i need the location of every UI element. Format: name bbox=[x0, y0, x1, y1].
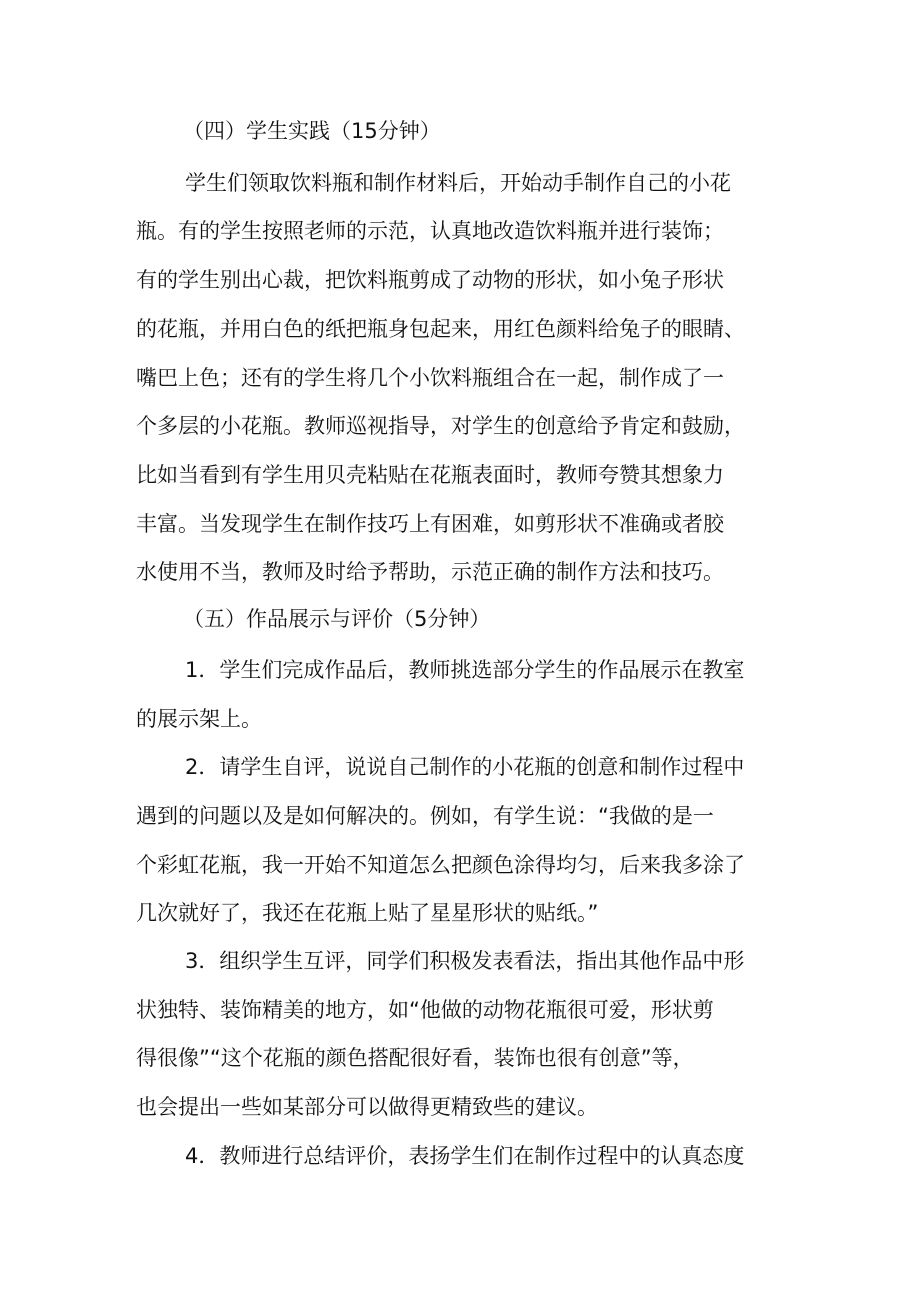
paragraph-line: 个多层的小花瓶。教师巡视指导，对学生的创意给予肯定和鼓励， bbox=[136, 414, 745, 438]
list-item-line: 遇到的问题以及是如何解决的。例如，有学生说：“我做的是一 bbox=[136, 804, 714, 828]
list-item-line: 也会提出一些如某部分可以做得更精致些的建议。 bbox=[136, 1095, 598, 1119]
list-item-line: 状独特、装饰精美的地方，如“他做的动物花瓶很可爱，形状剪 bbox=[136, 998, 714, 1022]
list-item-line: 得很像”“这个花瓶的颜色搭配很好看，装饰也很有创意”等， bbox=[136, 1046, 694, 1070]
list-item-line: 3．组织学生互评，同学们积极发表看法，指出其他作品中形 bbox=[185, 949, 745, 973]
paragraph-line: 瓶。有的学生按照老师的示范，认真地改造饮料瓶并进行装饰； bbox=[136, 219, 724, 243]
section-heading-showcase: （五）作品展示与评价（5分钟） bbox=[183, 607, 491, 631]
list-item-line: 1．学生们完成作品后，教师挑选部分学生的作品展示在教室 bbox=[185, 658, 745, 682]
paragraph-line: 学生们领取饮料瓶和制作材料后，开始动手制作自己的小花 bbox=[185, 171, 731, 195]
paragraph-line: 水使用不当，教师及时给予帮助，示范正确的制作方法和技巧。 bbox=[136, 560, 724, 584]
paragraph-line: 比如当看到有学生用贝壳粘贴在花瓶表面时，教师夸赞其想象力 bbox=[136, 463, 724, 487]
paragraph-line: 嘴巴上色；还有的学生将几个小饮料瓶组合在一起，制作成了一 bbox=[136, 366, 724, 390]
paragraph-line: 丰富。当发现学生在制作技巧上有困难，如剪形状不准确或者胶 bbox=[136, 512, 724, 536]
list-item-line: 个彩虹花瓶，我一开始不知道怎么把颜色涂得均匀，后来我多涂了 bbox=[136, 853, 745, 877]
list-item-line: 2．请学生自评，说说自己制作的小花瓶的创意和制作过程中 bbox=[185, 755, 745, 779]
paragraph-line: 有的学生别出心裁，把饮料瓶剪成了动物的形状，如小兔子形状 bbox=[136, 268, 724, 292]
paragraph-line: 的花瓶，并用白色的纸把瓶身包起来，用红色颜料给兔子的眼睛、 bbox=[136, 317, 745, 341]
list-item-line: 几次就好了，我还在花瓶上贴了星星形状的贴纸。” bbox=[136, 901, 599, 925]
list-item-line: 的展示架上。 bbox=[136, 707, 262, 731]
list-item-line: 4．教师进行总结评价，表扬学生们在制作过程中的认真态度 bbox=[185, 1144, 745, 1168]
section-heading-practice: （四）学生实践（15分钟） bbox=[183, 119, 441, 143]
